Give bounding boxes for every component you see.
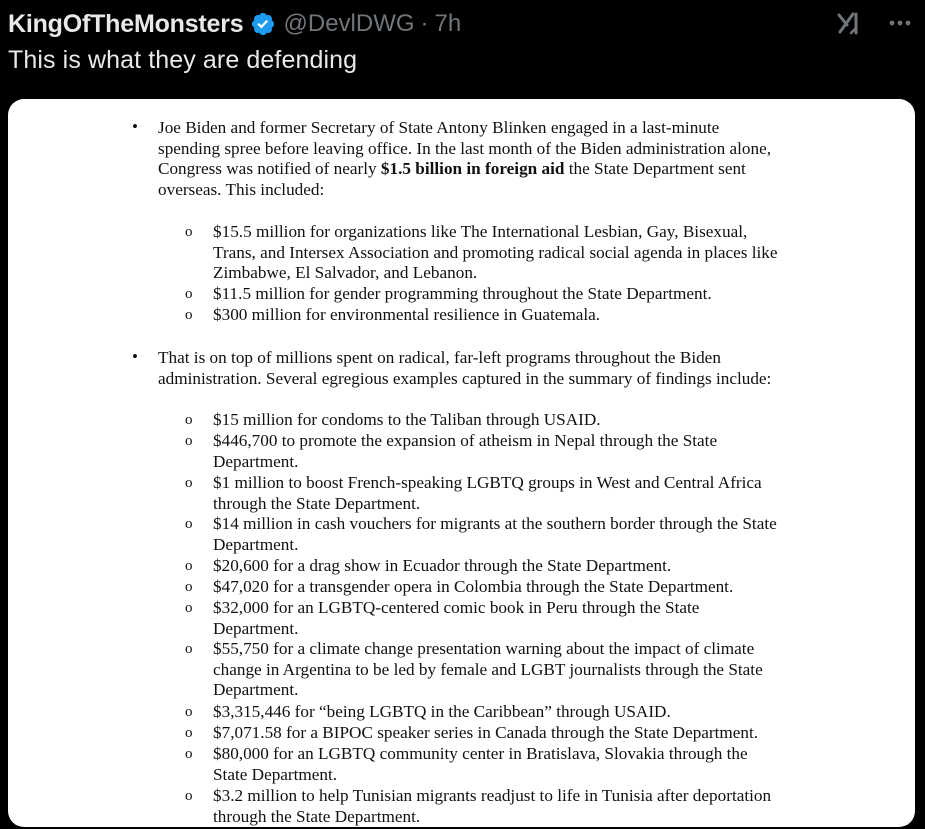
sub-bullet-icon: o bbox=[185, 641, 193, 657]
sub-list-item bbox=[185, 598, 833, 639]
bullet-item bbox=[132, 117, 818, 200]
header-actions bbox=[835, 8, 915, 43]
sub-bullet-icon: o bbox=[185, 746, 193, 762]
text-line: $15.5 million for organizations like The International Lesbian, Gay, Bisexual, bbox=[213, 222, 748, 241]
text-line: $15 million for condoms to the Taliban through USAID. bbox=[213, 410, 601, 429]
author-handle[interactable]: @DevlDWG bbox=[283, 10, 415, 37]
text-line: administration. Several egregious examples captured in the summary of findings include: bbox=[158, 368, 772, 388]
text-line: change in Argentina to be led by female and LGBT journalists through the State bbox=[213, 659, 763, 679]
sub-bullet-icon: o bbox=[185, 600, 193, 616]
sub-list-item bbox=[185, 786, 833, 827]
sub-bullet-icon: o bbox=[185, 224, 193, 240]
sub-list-item bbox=[185, 410, 833, 431]
text-line: Joe Biden and former Secretary of State Antony Blinken engaged in a last-minute bbox=[158, 118, 720, 137]
sub-bullet-icon: o bbox=[185, 788, 193, 804]
sub-bullet-icon: o bbox=[185, 475, 193, 491]
bullet-item bbox=[132, 347, 818, 389]
bullet-icon: • bbox=[132, 117, 138, 136]
text-line bbox=[158, 159, 818, 180]
sub-list-item bbox=[185, 744, 833, 785]
sub-bullet-icon: o bbox=[185, 725, 193, 741]
sub-bullet-icon: o bbox=[185, 558, 193, 574]
text-line: $80,000 for an LGBTQ community center in Bratislava, Slovakia through the bbox=[213, 744, 748, 763]
sub-bullet-icon: o bbox=[185, 286, 193, 302]
text-line: $20,600 for a drag show in Ecuador through the State Department. bbox=[213, 556, 672, 575]
bullet-icon: • bbox=[132, 347, 138, 366]
text-line: spending spree before leaving office. In the last month of the Biden administration alone, bbox=[158, 138, 772, 158]
sub-list-item bbox=[185, 577, 833, 598]
tweet-header bbox=[8, 6, 915, 42]
text-line: Department. bbox=[213, 618, 299, 638]
sub-list-item bbox=[185, 556, 833, 577]
separator-dot: · bbox=[420, 10, 429, 37]
sub-list-item bbox=[185, 473, 833, 514]
sub-list-item bbox=[185, 222, 833, 284]
sub-list-item bbox=[185, 284, 833, 305]
bold-text: $1.5 billion in foreign aid bbox=[380, 159, 565, 179]
text-segment: Congress was notified of nearly bbox=[158, 159, 381, 179]
sub-bullet-icon: o bbox=[185, 516, 193, 532]
sub-list-item bbox=[185, 702, 833, 723]
text-line: Department. bbox=[213, 451, 299, 471]
text-line: $3.2 million to help Tunisian migrants readjust to life in Tunisia after deportation bbox=[213, 786, 772, 805]
sub-bullet-icon: o bbox=[185, 412, 193, 428]
text-line: $1 million to boost French-speaking LGBTQ groups in West and Central Africa bbox=[213, 473, 762, 492]
text-line: Department. bbox=[213, 534, 299, 554]
verified-badge-icon bbox=[250, 11, 276, 37]
sub-bullet-icon: o bbox=[185, 433, 193, 449]
sub-bullet-icon: o bbox=[185, 579, 193, 595]
text-line: $32,000 for an LGBTQ-centered comic book in Peru through the State bbox=[213, 598, 700, 617]
post-text: This is what they are defending bbox=[8, 46, 358, 74]
text-line: through the State Department. bbox=[213, 493, 421, 513]
text-line: $300 million for environmental resilience in Guatemala. bbox=[213, 305, 601, 324]
sub-list-item bbox=[185, 431, 833, 472]
text-line: $7,071.58 for a BIPOC speaker series in Canada through the State Department. bbox=[213, 723, 759, 742]
text-line: $446,700 to promote the expansion of atheism in Nepal through the State bbox=[213, 431, 718, 450]
text-line: Department. bbox=[213, 680, 299, 700]
text-segment: the State Department sent bbox=[564, 159, 746, 179]
sub-bullet-icon: o bbox=[185, 704, 193, 720]
sub-list-item bbox=[185, 723, 833, 744]
sub-list-item bbox=[185, 514, 833, 555]
text-line: That is on top of millions spent on radical, far-left programs throughout the Biden bbox=[158, 348, 721, 367]
text-line: overseas. This included: bbox=[158, 179, 325, 199]
text-line: through the State Department. bbox=[213, 806, 421, 826]
attached-image[interactable] bbox=[8, 99, 915, 827]
more-options-icon[interactable] bbox=[885, 8, 915, 43]
post-timestamp[interactable]: 7h bbox=[434, 10, 462, 37]
grok-icon[interactable] bbox=[835, 8, 865, 43]
text-line: Trans, and Intersex Association and promoting radical social agenda in places like bbox=[213, 242, 778, 262]
text-line: State Department. bbox=[213, 764, 338, 784]
text-line: Zimbabwe, El Salvador, and Lebanon. bbox=[213, 263, 478, 283]
sub-list-item bbox=[185, 639, 833, 701]
sub-list-item bbox=[185, 305, 833, 326]
sub-bullet-icon: o bbox=[185, 307, 193, 323]
author-name[interactable]: KingOfTheMonsters bbox=[8, 9, 244, 38]
text-line: $47,020 for a transgender opera in Colombia through the State Department. bbox=[213, 577, 734, 596]
text-line: $14 million in cash vouchers for migrants at the southern border through the State bbox=[213, 514, 777, 533]
text-line: $55,750 for a climate change presentation warning about the impact of climate bbox=[213, 639, 755, 658]
text-line: $11.5 million for gender programming throughout the State Department. bbox=[213, 284, 712, 303]
text-line: $3,315,446 for “being LGBTQ in the Caribbean” through USAID. bbox=[213, 702, 671, 721]
